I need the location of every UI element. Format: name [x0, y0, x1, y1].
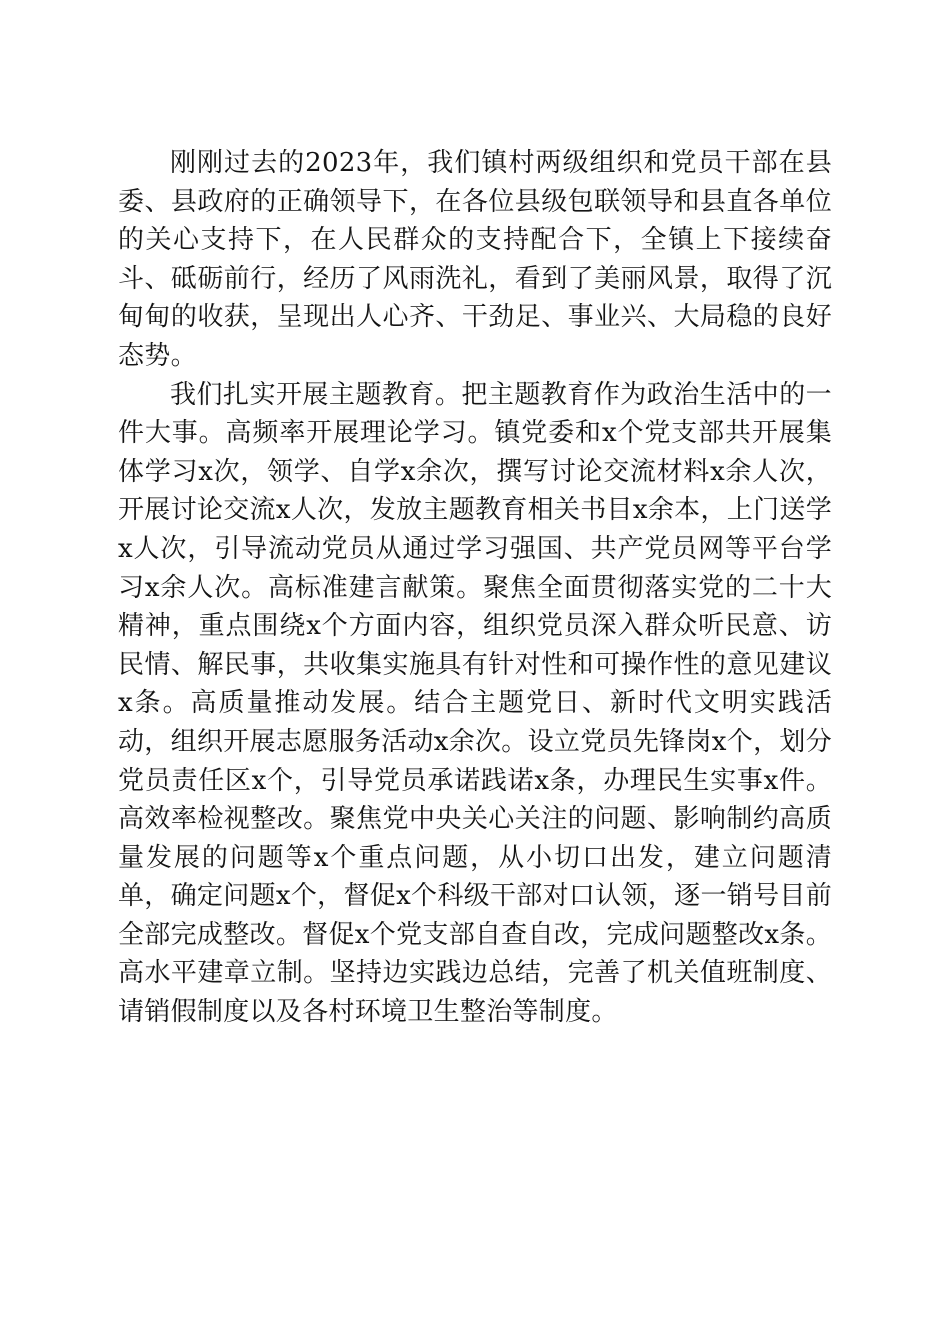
- paragraph-review-2023: 刚刚过去的2023年，我们镇村两级组织和党员干部在县委、县政府的正确领导下，在各位县级包联领导和县直各单位的关心支持下，在人民群众的支持配合下，全镇上下接续奋斗、砥砺前行，经历了风雨洗礼，看到了美丽风景，取得了沉甸甸的收获，呈现出人心齐、干劲足、事业兴、大局稳的良好态势。: [118, 148, 832, 371]
- document-body: [118, 144, 832, 1032]
- paragraph-theme-education: 我们扎实开展主题教育。把主题教育作为政治生活中的一件大事。高频率开展理论学习。镇党委和x个党支部共开展集体学习x次，领学、自学x余次，撰写讨论交流材料x余人次，开展讨论交流x人次，发放主题教育相关书目x余本，上门送学x人次，引导流动党员从通过学习强国、共产党员网等平台学习x余人次。高标准建言献策。聚焦全面贯彻落实党的二十大精神，重点围绕x个方面内容，组织党员深入群众听民意、访民情、解民事，共收集实施具有针对性和可操作性的意见建议x条。高质量推动发展。结合主题党日、新时代文明实践活动，组织开展志愿服务活动x余次。设立党员先锋岗x个，划分党员责任区x个，引导党员承诺践诺x条，办理民生实事x件。高效率检视整改。聚焦党中央关心关注的问题、影响制约高质量发展的问题等x个重点问题，从小切口出发，建立问题清单，确定问题x个，督促x个科级干部对口认领，逐一销号目前全部完成整改。督促x个党支部自查自改，完成问题整改x条。高水平建章立制。坚持边实践边总结，完善了机关值班制度、请销假制度以及各村环境卫生整治等制度。: [118, 379, 832, 1028]
